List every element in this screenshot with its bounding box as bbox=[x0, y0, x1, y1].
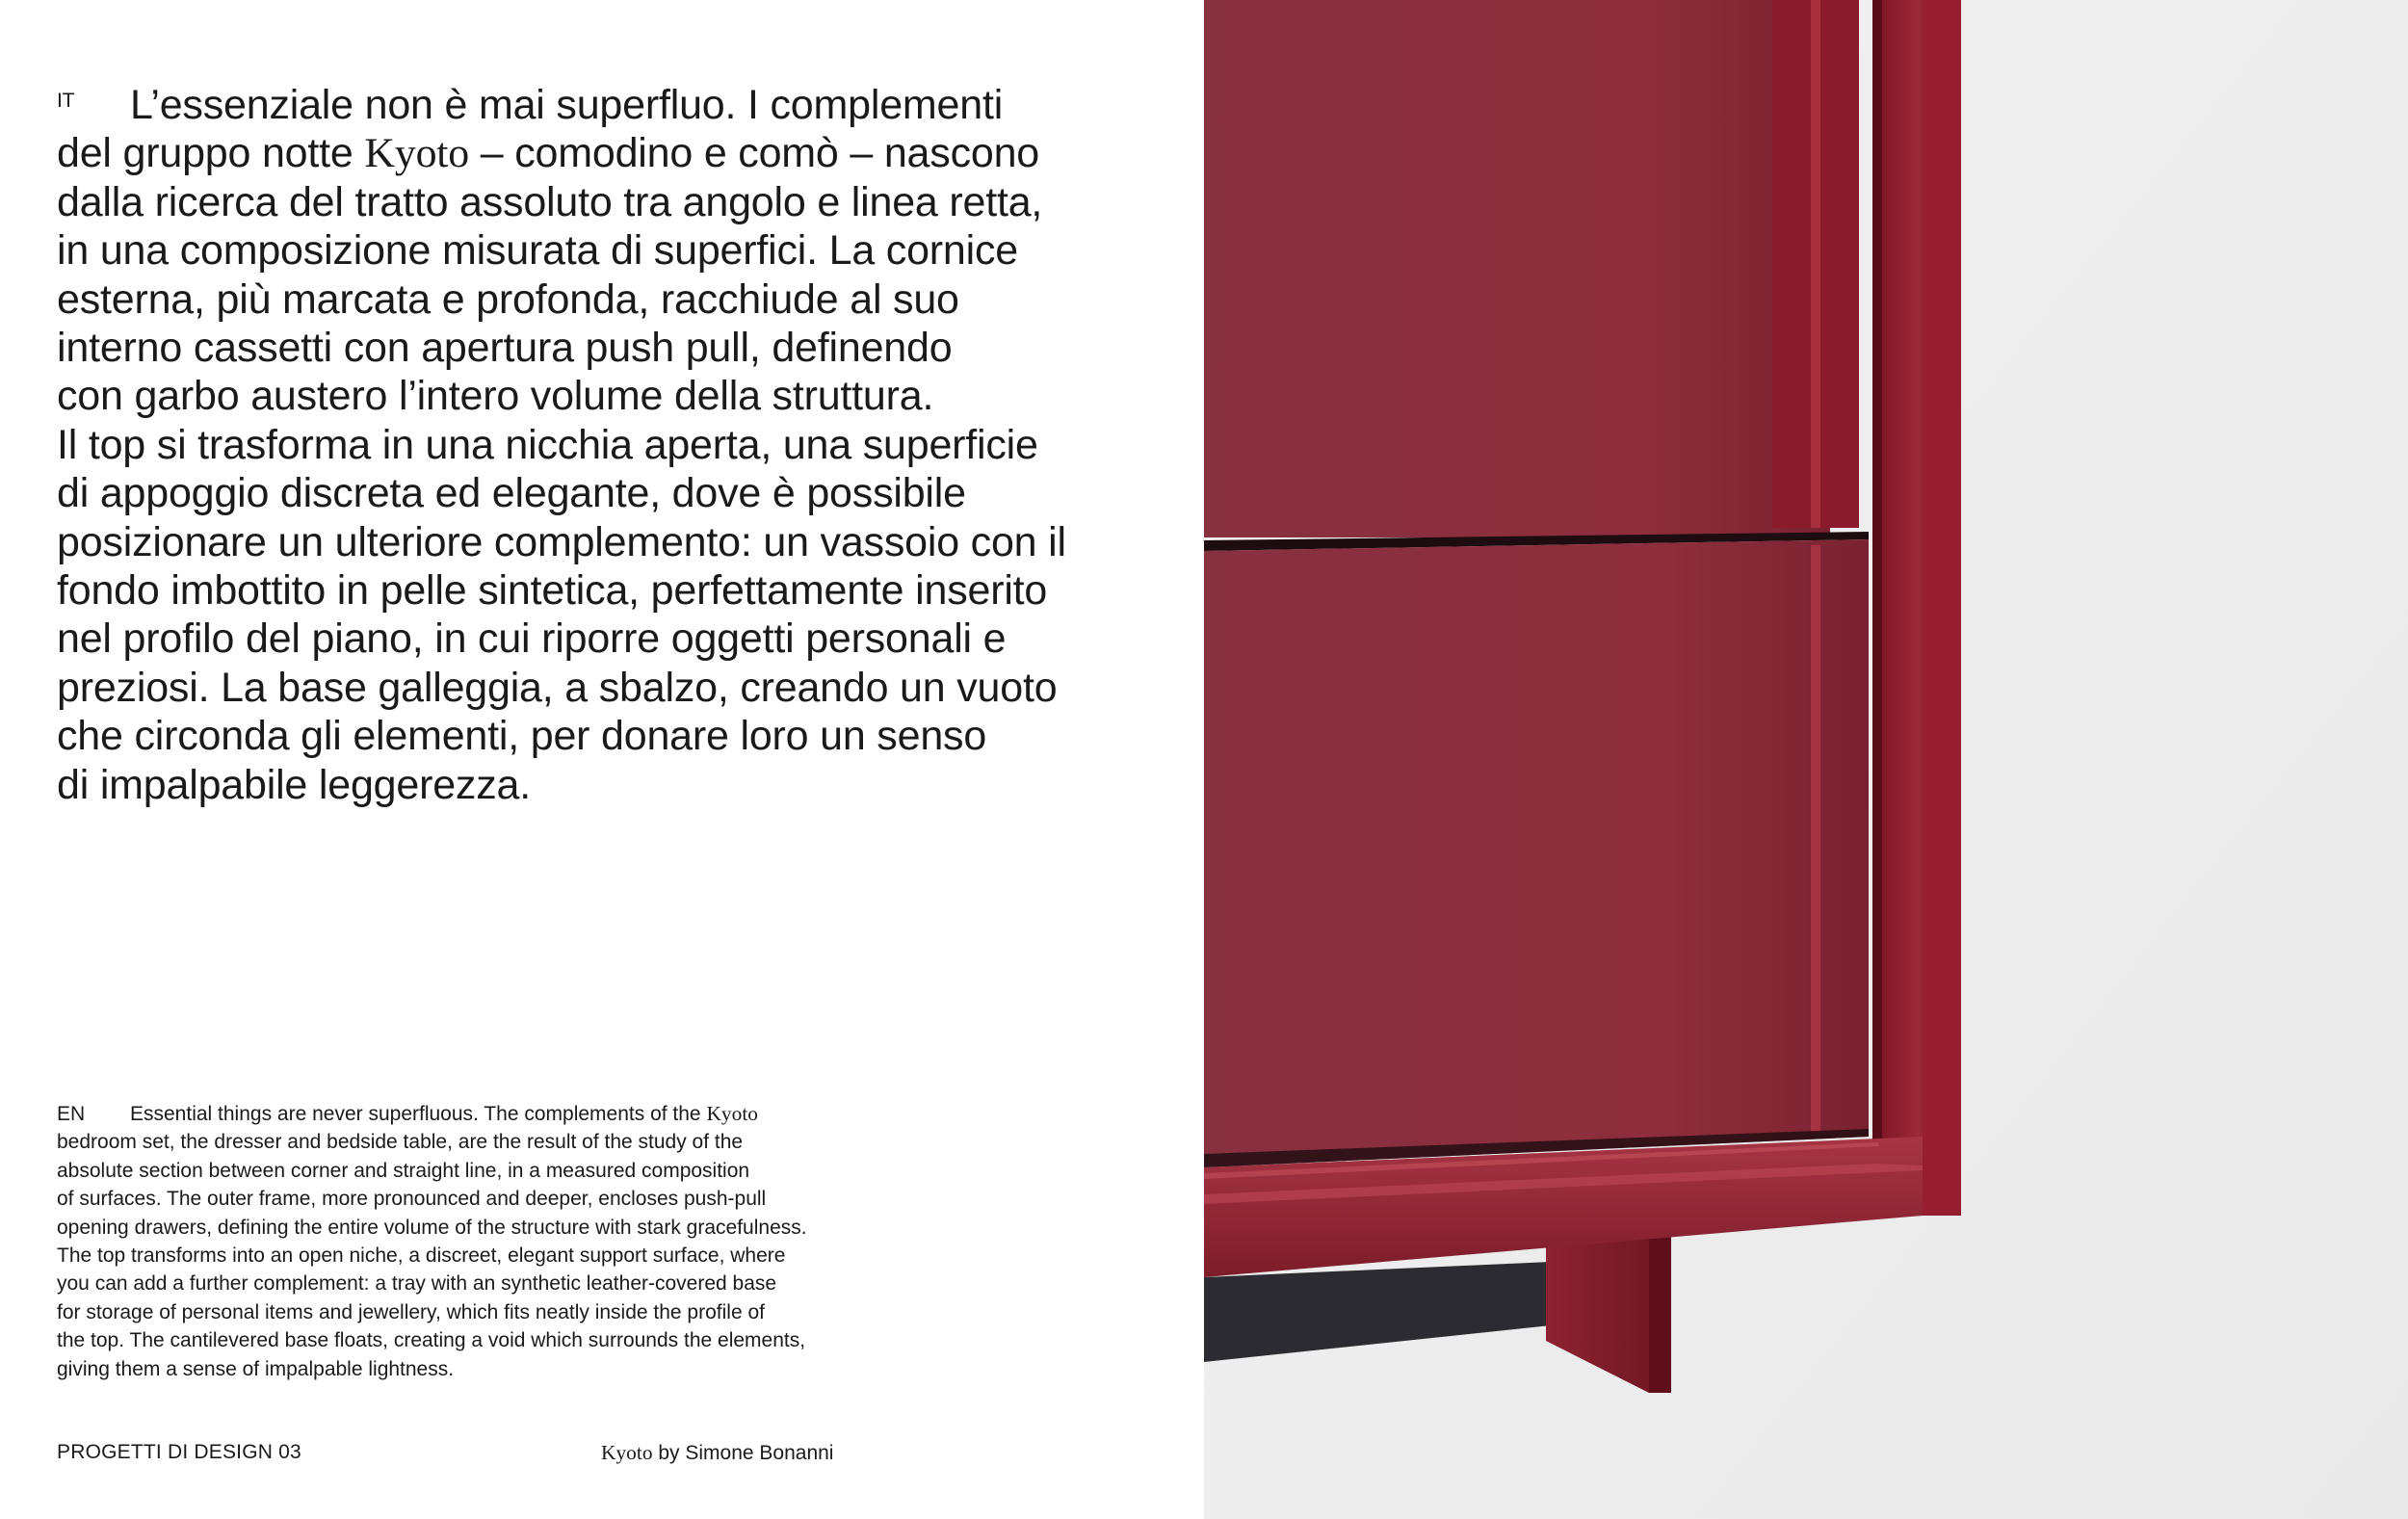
product-photo bbox=[1204, 0, 2408, 1519]
frame-outer-face bbox=[1923, 0, 1961, 1216]
it-line: posizionare un ulteriore complemento: un vassoio con il bbox=[57, 518, 1066, 565]
en-line: bedroom set, the dresser and bedside table, are the result of the study of the bbox=[57, 1131, 744, 1154]
it-line: interno cassetti con apertura push pull, definendo bbox=[57, 325, 953, 372]
product-credit bbox=[601, 1441, 833, 1465]
language-tag-en: EN bbox=[57, 1103, 86, 1125]
it-line: nel profilo del piano, in cui riporre oggetti personali e bbox=[57, 615, 1007, 663]
brand-name: Kyoto bbox=[706, 1102, 758, 1125]
section-footer: PROGETTI DI DESIGN 03 bbox=[57, 1441, 301, 1463]
en-line: for storage of personal items and jewellery, which fits neatly inside the profile of bbox=[57, 1300, 765, 1323]
upper-drawer-glint bbox=[1811, 0, 1820, 528]
en-line: EN Essential things are never superfluous. The complements of the Kyoto bbox=[57, 1100, 866, 1128]
en-line: you can add a further complement: a tray with an synthetic leather-covered base bbox=[57, 1272, 777, 1296]
en-line: The top transforms into an open niche, a discreet, elegant support surface, where bbox=[57, 1244, 786, 1268]
brand-name: Kyoto bbox=[364, 130, 470, 177]
it-line: di impalpabile leggerezza. bbox=[57, 761, 531, 808]
italian-description bbox=[57, 81, 1155, 809]
designer-credit: by Simone Bonanni bbox=[652, 1442, 834, 1464]
en-line: giving them a sense of impalpable lightness. bbox=[57, 1357, 455, 1380]
it-line: Il top si trasforma in una nicchia aperta, una superficie bbox=[57, 421, 1038, 468]
it-line: in una composizione misurata di superfici. La cornice bbox=[57, 227, 1019, 275]
en-line: of surfaces. The outer frame, more pronounced and deeper, encloses push-pull bbox=[57, 1188, 767, 1211]
language-tag-it: IT bbox=[57, 90, 75, 112]
it-line: dalla ricerca del tratto assoluto tra angolo e linea retta, bbox=[57, 178, 1043, 225]
en-line: absolute section between corner and straight line, in a measured composition bbox=[57, 1159, 750, 1182]
it-line: del gruppo notte Kyoto – comodino e comò – nascono bbox=[57, 130, 1040, 177]
it-line: con garbo austero l’intero volume della struttura. bbox=[57, 373, 934, 420]
it-line: fondo imbottito in pelle sintetica, perfettamente inserito bbox=[57, 567, 1048, 615]
en-line: the top. The cantilevered base floats, creating a void which surrounds the elements, bbox=[57, 1329, 806, 1352]
brand-name: Kyoto bbox=[601, 1441, 653, 1464]
it-line: preziosi. La base galleggia, a sbalzo, creando un vuoto bbox=[57, 664, 1058, 711]
en-line: opening drawers, defining the entire volume of the structure with stark gracefulness. bbox=[57, 1216, 807, 1239]
upper-drawer bbox=[1204, 0, 1830, 537]
dresser-photo-illustration bbox=[1204, 0, 2408, 1519]
it-line: esterna, più marcata e profonda, racchiude al suo bbox=[57, 275, 959, 323]
english-description bbox=[57, 1100, 866, 1383]
frame-inner-edge bbox=[1872, 0, 1882, 1216]
it-line: L’essenziale non è mai superfluo. I complementi bbox=[130, 82, 1004, 128]
it-line: che circonda gli elementi, per donare loro un senso bbox=[57, 713, 987, 760]
lower-drawer bbox=[1204, 539, 1869, 1167]
it-line: di appoggio discreta ed elegante, dove è possibile bbox=[57, 470, 966, 517]
lower-drawer-glint bbox=[1811, 545, 1820, 1133]
dresser-leg-side bbox=[1649, 1229, 1671, 1393]
